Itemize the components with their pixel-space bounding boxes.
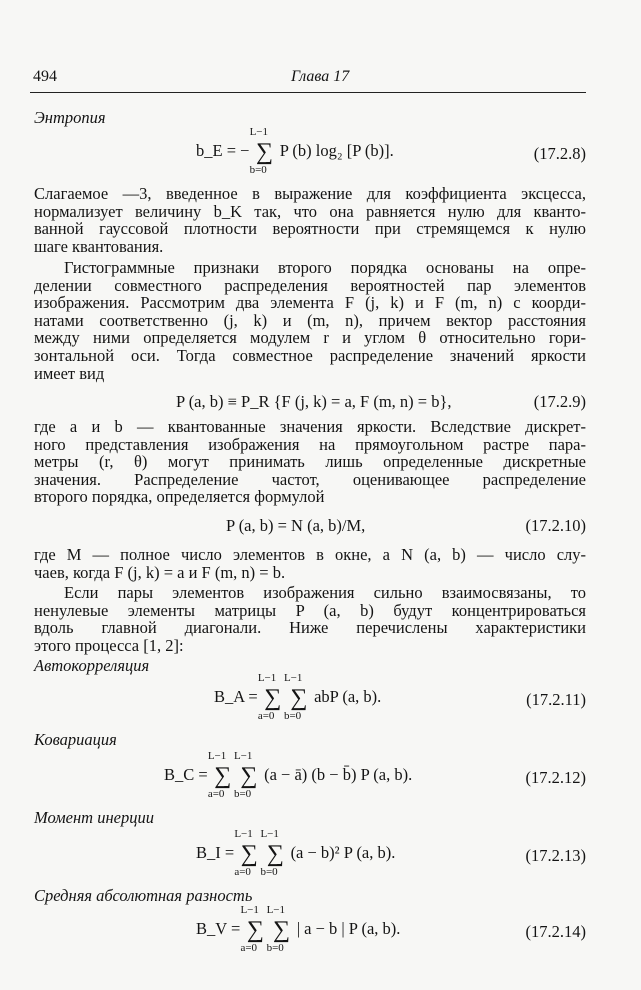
feature-heading: Автокорреляция xyxy=(34,656,150,675)
feature-heading: Средняя абсолютная разность xyxy=(34,886,253,905)
entropy-rhs: P (b) log₂ [P (b)]. xyxy=(279,140,394,160)
sum-lower: a=0 xyxy=(257,710,275,722)
feature-lhs: B_I = xyxy=(196,842,235,862)
entropy-lhs: b_E = − xyxy=(196,140,254,160)
text-line: ненулевые элементы матрицы P (a, b) будут концентрироваться xyxy=(34,600,586,620)
sum-upper: L−1 xyxy=(283,672,303,684)
text-line: шаге квантования. xyxy=(34,236,164,256)
text-line: этого процесса [1, 2]: xyxy=(34,635,184,655)
feature-term: (a − b)² P (a, b). xyxy=(290,842,396,862)
equation-number: (17.2.10) xyxy=(525,516,586,535)
sum-sign: L−1 ∑ b=0 xyxy=(233,750,258,800)
text-line: чаев, когда F (j, k) = a и F (m, n) = b. xyxy=(34,562,286,582)
text-line: Слагаемое —3, введенное в выражение для коэффициента эксцесса, xyxy=(34,184,586,203)
sum-upper: L−1 xyxy=(207,750,227,762)
text-line: ванной гауссовой плотности вероятности при стремящемся к нулю xyxy=(34,219,586,239)
paragraph-kurtosis-note xyxy=(34,185,586,255)
text-line: Если пары элементов изображения сильно взаимосвязаны, то xyxy=(64,583,586,602)
text-line: имеет вид xyxy=(34,363,105,383)
header-rule xyxy=(30,92,586,93)
equation-17-2-9 xyxy=(34,392,586,416)
sum-sign: L−1 ∑ a=0 xyxy=(207,750,232,800)
text-line: делении совместного распределения вероятностей пар элементов xyxy=(34,275,586,295)
joint-distribution-formula: P (a, b) ≡ P_R {F (j, k) = a, F (m, n) = b}, xyxy=(176,392,452,411)
text-line: где M — полное число элементов в окне, а N (a, b) — число слу- xyxy=(34,545,586,564)
paragraph-second-order xyxy=(34,259,586,382)
paragraph-window xyxy=(34,546,586,581)
text-line: метры (r, θ) могут принимать лишь определенные дискретные xyxy=(34,452,586,472)
sum-sign: L−1 ∑ b=0 xyxy=(249,126,274,176)
sum-lower: b=0 xyxy=(260,866,278,878)
equation-number: (17.2.12) xyxy=(525,768,586,787)
feature-heading: Момент инерции xyxy=(34,808,154,827)
text-line: где a и b — квантованные значения яркости. Вследствие дискрет- xyxy=(34,417,586,436)
page-number: 494 xyxy=(33,68,57,85)
paragraph-diagonal xyxy=(34,584,586,654)
sum-sign: L−1 ∑ b=0 xyxy=(283,672,308,722)
sum-upper: L−1 xyxy=(233,750,253,762)
sum-lower: b=0 xyxy=(233,788,252,800)
equation-17-2-10 xyxy=(34,516,586,540)
sum-lower: b=0 xyxy=(249,164,267,176)
paragraph-quantized xyxy=(34,418,586,506)
feature-lhs: B_V = xyxy=(196,918,241,938)
equation-number: (17.2.13) xyxy=(525,846,586,865)
text-line: зонтальной оси. Тогда совместное распределение значений яркости xyxy=(34,345,586,365)
text-line: изображения. Рассмотрим два элемента F (j, k) и F (m, n) с коорди- xyxy=(34,293,586,313)
frequency-formula: P (a, b) = N (a, b)/M, xyxy=(226,516,366,535)
text-line: натами соответственно (j, k) и (m, n), причем вектор расстояния xyxy=(34,310,586,330)
running-header xyxy=(33,68,586,88)
sum-sign: L−1 ∑ a=0 xyxy=(257,672,282,722)
sum-upper: L−1 xyxy=(234,828,253,840)
feature-term: abP (a, b). xyxy=(314,686,382,706)
text-line: между ними определяется модулем r и углом θ относительно гори- xyxy=(34,328,586,348)
sum-upper: L−1 xyxy=(266,904,285,916)
sum-lower: a=0 xyxy=(234,866,251,878)
text-line: нормализует величину b_K так, что она равняется нулю для кванто- xyxy=(34,201,586,221)
equation-17-2-14 xyxy=(34,904,586,972)
sum-lower: a=0 xyxy=(207,788,225,800)
text-line: второго порядка, определяется формулой xyxy=(34,487,325,507)
sum-upper: L−1 xyxy=(257,672,277,684)
feature-term: | a − b | P (a, b). xyxy=(296,918,401,938)
entropy-heading: Энтропия xyxy=(34,108,106,127)
sum-sign: L−1 ∑ b=0 xyxy=(260,828,284,878)
sum-upper: L−1 xyxy=(249,126,269,138)
equation-number: (17.2.14) xyxy=(525,922,586,941)
equation-number: (17.2.11) xyxy=(526,690,586,709)
feature-term: (a − ā) (b − b̄) P (a, b). xyxy=(264,764,413,784)
feature-lhs: B_C = xyxy=(164,764,208,784)
sum-sign: L−1 ∑ a=0 xyxy=(240,904,264,954)
feature-lhs: B_A = xyxy=(214,686,258,706)
text-line: вдоль главной диагонали. Ниже перечислены характеристики xyxy=(34,618,586,638)
text-line: ного представления изображения на прямоугольном растре пара- xyxy=(34,434,586,454)
text-line: Гистограммные признаки второго порядка основаны на опре- xyxy=(64,258,586,277)
text-line: значения. Распределение частот, оценивающее распределение xyxy=(34,469,586,489)
equation-number: (17.2.8) xyxy=(533,144,586,163)
sum-sign: L−1 ∑ b=0 xyxy=(266,904,291,954)
equation-number: (17.2.9) xyxy=(533,392,586,411)
sum-upper: L−1 xyxy=(240,904,259,916)
sum-lower: a=0 xyxy=(240,942,258,954)
sum-sign: L−1 ∑ a=0 xyxy=(234,828,258,878)
sum-lower: b=0 xyxy=(266,942,284,954)
chapter-title: Глава 17 xyxy=(291,68,350,85)
feature-heading: Ковариация xyxy=(34,730,117,749)
sum-lower: b=0 xyxy=(283,710,302,722)
sum-upper: L−1 xyxy=(260,828,279,840)
